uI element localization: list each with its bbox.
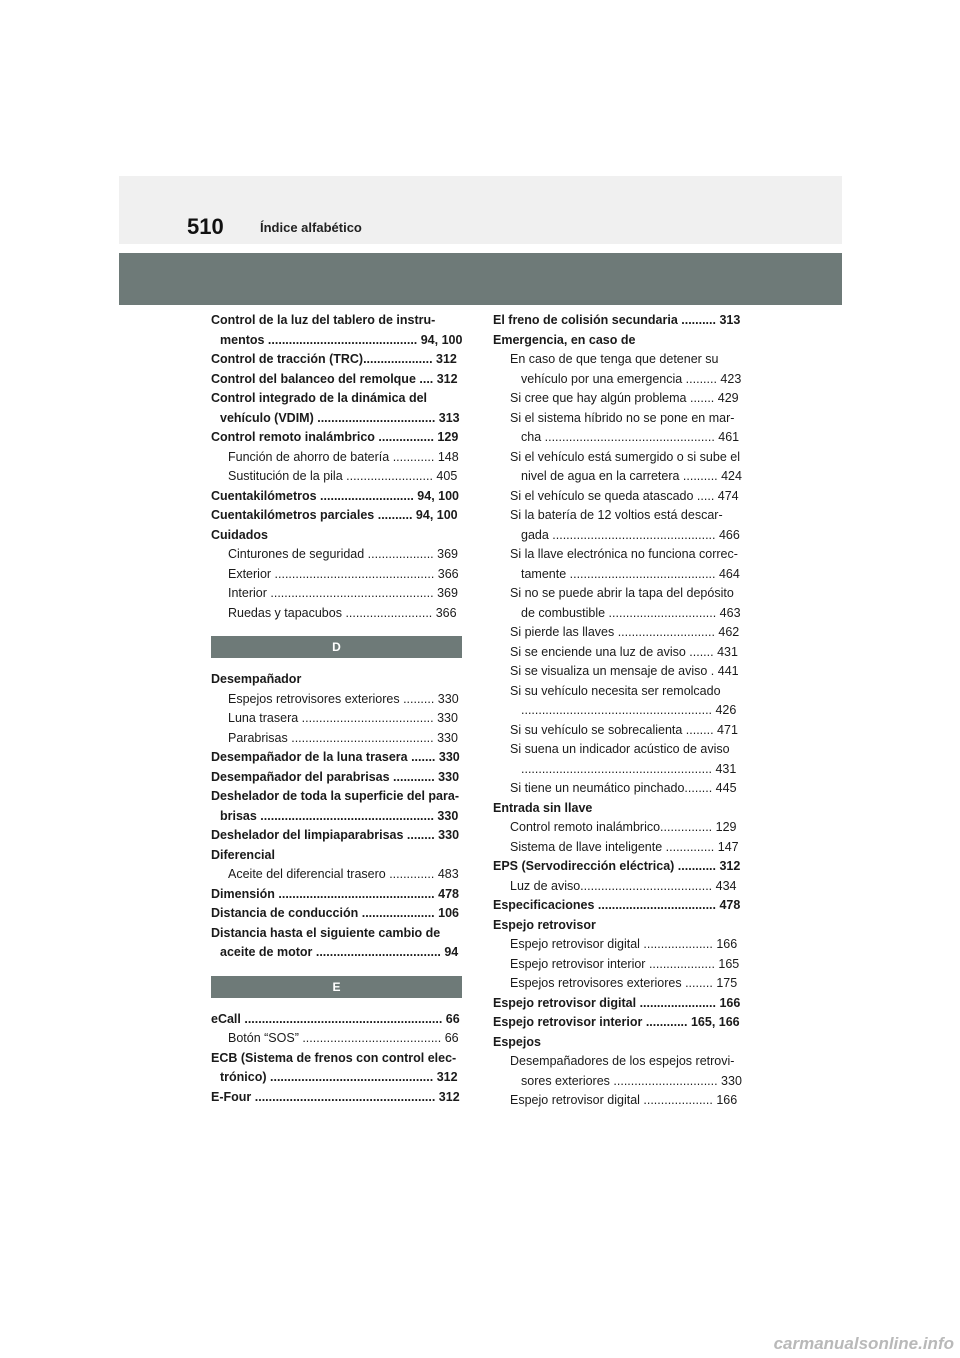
watermark: carmanualsonline.info xyxy=(773,1334,954,1353)
index-entry: Espejo retrovisor digital ...................... 166 xyxy=(493,995,741,1010)
index-entry: nivel de agua en la carretera .......... 424 xyxy=(521,469,742,483)
header-band xyxy=(119,176,842,244)
index-entry: Desempañador de la luna trasera ....... 330 xyxy=(211,750,460,764)
index-entry: Entrada sin llave xyxy=(493,800,593,815)
index-entry: Cinturones de seguridad ................... 369 xyxy=(228,547,458,561)
index-entry: EPS (Servodirección eléctrica) ........... 312 xyxy=(493,859,741,873)
index-entry: Si suena un indicador acústico de aviso xyxy=(510,742,730,756)
section-title: Índice alfabético xyxy=(260,220,362,235)
index-entry: Si el sistema híbrido no se pone en mar- xyxy=(510,410,735,425)
index-entry: Deshelador del limpiaparabrisas ........ 330 xyxy=(211,828,460,842)
index-entry: Control remoto inalámbrico............... 129 xyxy=(510,820,737,834)
index-entry: Control integrado de la dinámica del xyxy=(211,391,428,405)
index-entry: Sistema de llave inteligente .............. 147 xyxy=(510,839,739,854)
index-entry: Si su vehículo se sobrecalienta ........ 471 xyxy=(510,722,738,737)
index-entry: ECB (Sistema de frenos con control elec- xyxy=(211,1050,457,1065)
index-entry: Distancia de conducción ..................... 106 xyxy=(211,906,459,920)
index-entry: Exterior .............................................. 366 xyxy=(228,566,459,581)
index-entry: Luna trasera ...................................... 330 xyxy=(228,711,458,725)
index-entry: tamente .......................................... 464 xyxy=(521,566,740,581)
index-entry: Especificaciones .................................. 478 xyxy=(493,898,741,912)
index-entry: trónico) ............................................... 312 xyxy=(220,1070,458,1084)
index-entry: Distancia hasta el siguiente cambio de xyxy=(211,925,441,940)
index-entry: Si el vehículo se queda atascado ..... 474 xyxy=(510,488,739,503)
index-entry: Parabrisas ......................................... 330 xyxy=(228,730,458,745)
index-entry: brisas .................................................. 330 xyxy=(220,808,459,823)
index-entry: Desempañador del parabrisas ............ 330 xyxy=(211,769,460,784)
index-entry: Si la llave electrónica no funciona correc- xyxy=(510,547,738,561)
index-entry: Si no se puede abrir la tapa del depósito xyxy=(510,586,734,600)
page-number: 510 xyxy=(187,214,224,239)
index-entry: Cuentakilómetros parciales .......... 94, 100 xyxy=(211,508,458,522)
index-entry: vehículo por una emergencia ......... 423 xyxy=(521,371,742,386)
index-entry: Si cree que hay algún problema ....... 429 xyxy=(510,391,739,405)
index-entry: Desempañador xyxy=(211,672,302,686)
index-entry: Desempañadores de los espejos retrovi- xyxy=(510,1054,735,1068)
index-entry: Diferencial xyxy=(211,847,275,862)
index-entry: Espejo retrovisor xyxy=(493,917,596,932)
index-entry: sores exteriores .............................. 330 xyxy=(521,1073,742,1088)
index-entry: Si su vehículo necesita ser remolcado xyxy=(510,683,721,698)
index-entry: Si se visualiza un mensaje de aviso . 441 xyxy=(510,664,739,678)
index-entry: Ruedas y tapacubos ......................... 366 xyxy=(228,605,457,620)
index-entry: Luz de aviso...................................... 434 xyxy=(510,878,737,893)
index-entry: Si el vehículo está sumergido o si sube el xyxy=(510,449,740,464)
index-entry: Emergencia, en caso de xyxy=(493,332,636,347)
title-bar xyxy=(119,253,842,305)
index-entry: Espejos retrovisores exteriores ......... 330 xyxy=(228,691,459,706)
index-entry: cha ................................................. 461 xyxy=(521,430,740,444)
letter-section-band: E xyxy=(211,976,462,998)
index-entry: Espejo retrovisor interior ................... 165 xyxy=(510,956,740,971)
index-entry: ....................................................... 426 xyxy=(521,703,737,717)
index-entry: Si pierde las llaves ............................ 462 xyxy=(510,625,740,639)
index-entry: Si se enciende una luz de aviso ....... 431 xyxy=(510,644,738,659)
index-column-left xyxy=(211,311,462,1107)
index-entry: Interior ............................................... 369 xyxy=(228,586,458,600)
index-entry: eCall ......................................................... 66 xyxy=(211,1011,460,1026)
index-entry: gada ............................................... 466 xyxy=(521,527,740,542)
index-entry: Espejos retrovisores exteriores ........ 175 xyxy=(510,976,738,990)
index-entry: En caso de que tenga que detener su xyxy=(510,352,719,366)
index-entry: Espejo retrovisor digital .................... 166 xyxy=(510,1093,738,1107)
index-entry: Control de la luz del tablero de instru- xyxy=(211,313,436,327)
index-entry: Control remoto inalámbrico ................ 129 xyxy=(211,430,459,444)
index-entry: E-Four .................................................... 312 xyxy=(211,1089,460,1104)
index-entry: Dimensión ............................................. 478 xyxy=(211,886,459,901)
index-entry: Espejo retrovisor digital .................... 166 xyxy=(510,937,738,951)
index-entry: Botón “SOS” ........................................ 66 xyxy=(228,1031,459,1045)
letter-section-band: D xyxy=(211,636,462,658)
index-entry: Si tiene un neumático pinchado........ 445 xyxy=(510,781,737,795)
index-entry: Cuidados xyxy=(211,527,268,542)
index-entry: Espejos xyxy=(493,1034,541,1049)
index-entry: El freno de colisión secundaria .......... 313 xyxy=(493,313,741,327)
index-entry: Aceite del diferencial trasero ............. 483 xyxy=(228,867,459,881)
index-entry: Control del balanceo del remolque .... 312 xyxy=(211,371,458,386)
index-entry: Deshelador de toda la superficie del para- xyxy=(211,789,459,803)
index-entry: Si la batería de 12 voltios está descar- xyxy=(510,508,723,522)
index-entry: aceite de motor .................................... 94 xyxy=(220,945,459,959)
index-entry: mentos ........................................... 94, 100 xyxy=(220,332,462,347)
index-entry: Función de ahorro de batería ............ 148 xyxy=(228,449,459,464)
index-entry: de combustible ............................... 463 xyxy=(521,605,741,620)
index-column-right xyxy=(493,311,744,1111)
index-entry: vehículo (VDIM) .................................. 313 xyxy=(220,410,460,425)
index-entry: Espejo retrovisor interior ............ 165, 166 xyxy=(493,1015,740,1029)
index-entry: Cuentakilómetros ........................... 94, 100 xyxy=(211,488,459,503)
index-entry: Sustitución de la pila ......................... 405 xyxy=(228,469,458,483)
index-entry: Control de tracción (TRC).................... 312 xyxy=(211,352,457,366)
index-entry: ....................................................... 431 xyxy=(521,761,737,776)
